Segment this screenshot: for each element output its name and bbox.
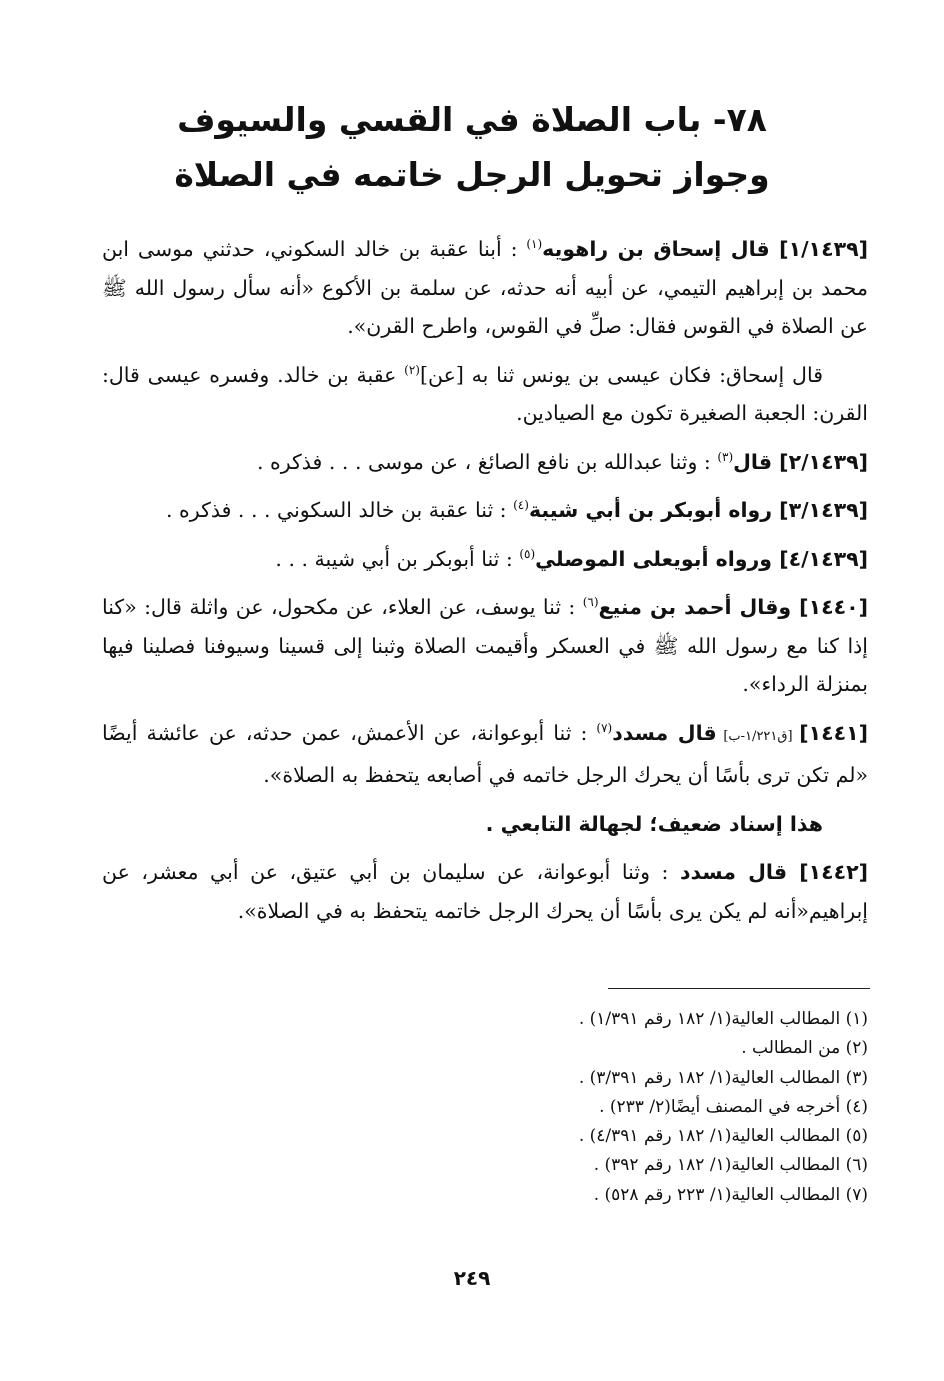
- hadith-ref: [١٤٤١]: [799, 720, 869, 745]
- hadith-1439-2: [102, 443, 868, 482]
- footnote-marker: (٣): [717, 449, 734, 464]
- footnote: (٤) أخرجه في المصنف أيضًا(٢/ ٢٣٣) .: [599, 1096, 868, 1117]
- footnote-marker: (١): [526, 237, 543, 252]
- footnote: (٧) المطالب العالية(١/ ٢٢٣ رقم ٥٢٨) .: [593, 1184, 868, 1205]
- commentary-ishaq: [102, 356, 868, 433]
- chapter-title: ٧٨- باب الصلاة في القسي والسيوف: [177, 100, 767, 139]
- hadith-text: : ثنا يوسف، عن العلاء، عن مكحول، عن واثلة قال: «كنا إذا كنا مع رسول الله ﷺ في العسكر وأقيمت الصلاة وثبنا إلى قسينا وسيوفنا فصلينا فيها بمنزلة الرداء».: [102, 595, 868, 696]
- footnote-marker: (٥): [519, 546, 536, 561]
- footnote: (٦) المطالب العالية(١/ ١٨٢ رقم ٣٩٢) .: [593, 1155, 868, 1176]
- hadith-ref: [٤/١٤٣٩] ورواه أبويعلى الموصلي: [535, 546, 868, 571]
- narrator-name: قال مسدد: [612, 720, 717, 745]
- hadith-text: : وثنا عبدالله بن نافع الصائغ ، عن موسى . . . فذكره .: [256, 449, 718, 474]
- manuscript-ref: [ق١/٢٢١-ب]: [716, 728, 800, 744]
- hadith-text: : ثنا أبوعوانة، عن الأعمش، عمن حدثه، عن عائشة أيضًا «لم تكن ترى بأسًا أن يحرك الرجل خاتمه في أصابعه يتحفظ به الصلاة».: [102, 720, 868, 787]
- hadith-ref: [٢/١٤٣٩] قال: [733, 449, 868, 474]
- footnote-marker: (٤): [513, 498, 529, 513]
- hadith-1439-1: [102, 230, 868, 346]
- main-text: [102, 230, 868, 940]
- hadith-text: : أبنا عقبة بن خالد السكوني، حدثني موسى ابن محمد بن إبراهيم التيمي، عن أبيه أنه حدثه، عن سلمة بن الأكوع «أنه سأل رسول الله ﷺ عن الصلاة في القوس فقال: صلِّ في القوس، واطرح القرن».: [102, 237, 868, 338]
- footnote: (٣) المطالب العالية(١/ ١٨٢ رقم ٣/٣٩١) .: [578, 1067, 868, 1088]
- hadith-text: : ثنا أبوبكر بن أبي شيبة . . .: [275, 546, 520, 571]
- footnote: (١) المطالب العالية(١/ ١٨٢ رقم ١/٣٩١) .: [578, 1009, 868, 1029]
- footnote-marker: (٢): [404, 362, 420, 377]
- hadith-ref: [٣/١٤٣٩] رواه أبوبكر بن أبي شيبة: [528, 498, 868, 522]
- grading-note: [102, 805, 868, 844]
- footnote-marker: (٦): [582, 595, 599, 610]
- commentary-text-b: عقبة بن خالد. وفسره عيسى قال: القرن: الجعبة الصغيرة تكون مع الصيادين.: [102, 362, 868, 425]
- commentary-text-a: قال إسحاق: فكان عيسى بن يونس ثنا به [عن]: [419, 362, 823, 387]
- footnotes: [368, 1005, 868, 1210]
- hadith-1442: [102, 853, 868, 930]
- hadith-ref: [١٤٤٠] وقال أحمد بن منيع: [598, 595, 868, 619]
- footnote-marker: (٧): [596, 720, 613, 735]
- hadith-text: : ثنا عقبة بن خالد السكوني . . . فذكره .: [166, 498, 514, 522]
- chapter-subtitle: وجواز تحويل الرجل خاتمه في الصلاة: [174, 155, 770, 194]
- hadith-1439-3: [102, 491, 868, 530]
- page-number: ٢٤٩: [453, 1266, 491, 1290]
- footnote: (٢) من المطالب .: [741, 1038, 868, 1059]
- footnote: (٥) المطالب العالية(١/ ١٨٢ رقم ٤/٣٩١) .: [578, 1126, 868, 1147]
- footnote-divider: [608, 988, 870, 989]
- hadith-1440: [102, 588, 868, 704]
- hadith-1441: [102, 714, 868, 795]
- grading-text: هذا إسناد ضعيف؛ لجهالة التابعي .: [485, 811, 823, 836]
- hadith-ref: [١/١٤٣٩] قال إسحاق بن راهويه: [542, 237, 868, 261]
- hadith-1439-4: [102, 540, 868, 579]
- hadith-ref: [١٤٤٢] قال مسدد: [680, 860, 869, 884]
- hadith-text: : وثنا أبوعوانة، عن سليمان بن أبي عتيق، عن أبي معشر، عن إبراهيم«أنه لم يكن يرى بأسًا أن يحرك الرجل خاتمه يتحفظ به في الصلاة».: [102, 860, 868, 923]
